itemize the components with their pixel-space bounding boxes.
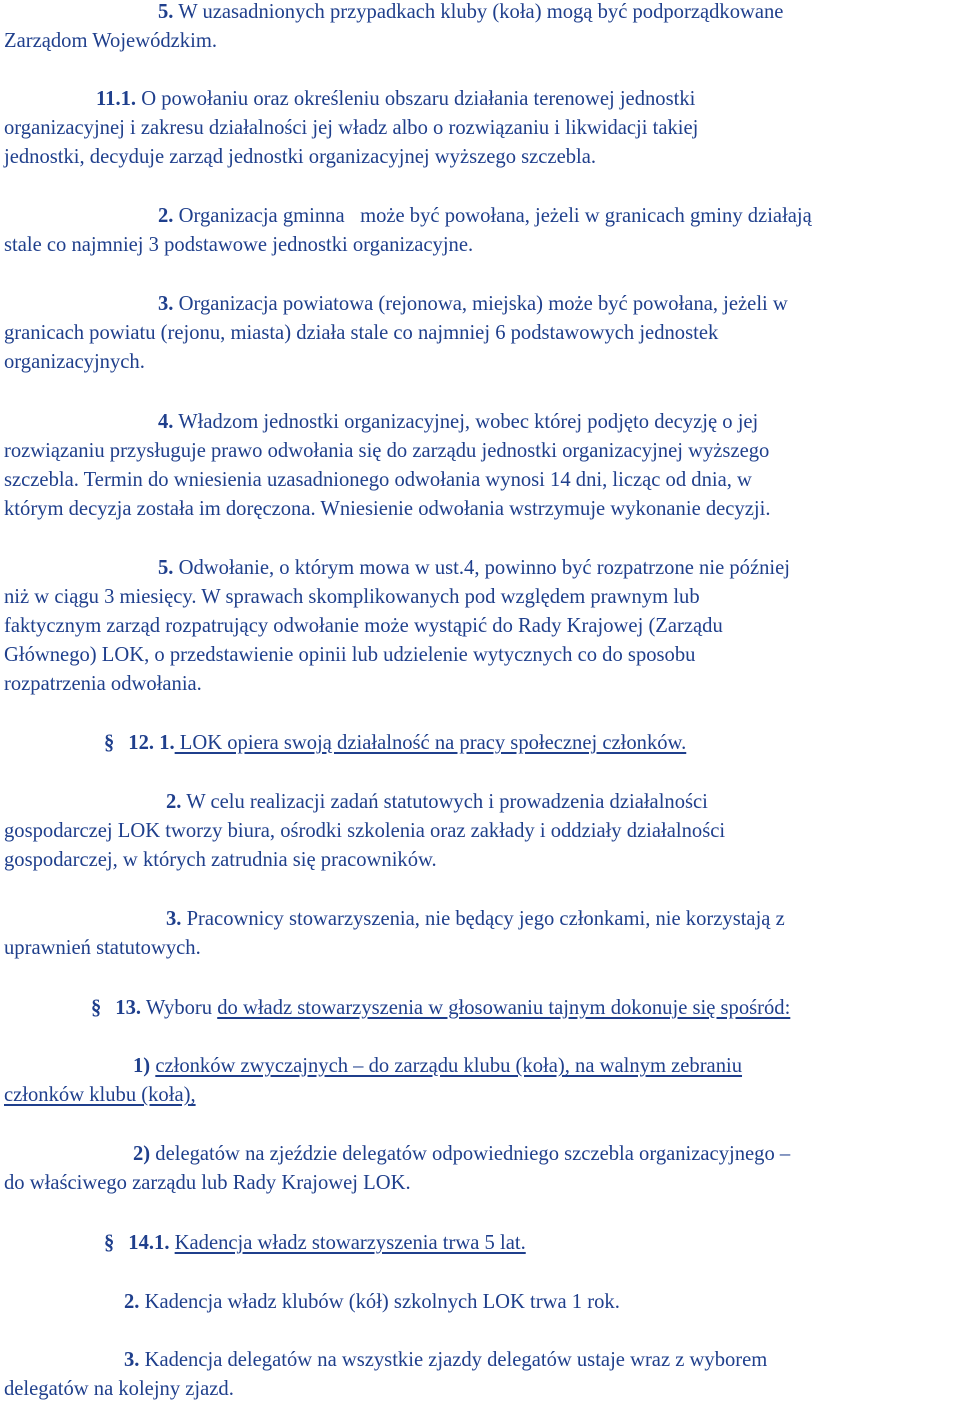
section-11-4-line-2: rozwiązaniu przysługuje prawo odwołania się do zarządu jednostki organizacyjnej wyższego [4, 440, 770, 462]
section-13-line-1: § 13. Wyboru do władz stowarzyszenia w głosowaniu tajnym dokonuje się spośród: [91, 997, 791, 1019]
section-number: 13. [115, 997, 142, 1019]
section-11-5-line-3: faktycznym zarząd rozpatrujący odwołanie może wystąpić do Rady Krajowej (Zarządu [4, 615, 723, 637]
section-13-1-line-2: członków klubu (koła), [4, 1084, 196, 1106]
section-13-1-line-1: 1) członków zwyczajnych – do zarządu klubu (koła), na walnym zebraniu [133, 1055, 743, 1077]
paragraph-number: 2. [158, 205, 174, 227]
section-mark: § [104, 732, 115, 754]
section-11-4-line-4: którym decyzja została im doręczona. Wniesienie odwołania wstrzymuje wykonanie decyzji. [4, 498, 771, 520]
section-11-2-line-1: 2. Organizacja gminna może być powołana, jeżeli w granicach gminy działają [158, 205, 812, 227]
list-number: 2) [133, 1143, 151, 1165]
section-14-line-1: § 14.1. Kadencja władz stowarzyszenia trwa 5 lat. [104, 1232, 526, 1254]
paragraph-number: 2. [124, 1291, 140, 1313]
section-11-5-line-4: Głównego) LOK, o przedstawienie opinii lub udzielenie wytycznych co do sposobu [4, 644, 696, 666]
section-mark: § [91, 997, 102, 1019]
paragraph-number: 5. [158, 1, 174, 23]
paragraph-number: 3. [166, 908, 182, 930]
section-11-4-line-1: 4. Władzom jednostki organizacyjnej, wobec której podjęto decyzję o jej [158, 411, 759, 433]
paragraph-number: 4. [158, 411, 174, 433]
section-12-line-1: § 12. 1. LOK opiera swoją działalność na pracy społecznej członków. [104, 732, 687, 754]
section-14-3-line-2: delegatów na kolejny zjazd. [4, 1378, 234, 1400]
section-11-3-line-1: 3. Organizacja powiatowa (rejonowa, miejska) może być powołana, jeżeli w [158, 293, 788, 315]
section-number: 11.1. [96, 88, 137, 110]
paragraph-number: 3. [158, 293, 174, 315]
section-11-line-3: jednostki, decyduje zarząd jednostki organizacyjnej wyższego szczebla. [4, 146, 597, 168]
section-11-line-1: 11.1. O powołaniu oraz określeniu obszaru działania terenowej jednostki [96, 88, 696, 110]
section-14-2-line-1: 2. Kadencja władz klubów (kół) szkolnych LOK trwa 1 rok. [124, 1291, 620, 1313]
section-11-5-line-2: niż w ciągu 3 miesięcy. W sprawach skomplikowanych pod względem prawnym lub [4, 586, 700, 608]
list-number: 1) [133, 1055, 151, 1077]
section-13-2-line-2: do właściwego zarządu lub Rady Krajowej LOK. [4, 1172, 411, 1194]
section-11-5-line-1: 5. Odwołanie, o którym mowa w ust.4, powinno być rozpatrzone nie później [158, 557, 790, 579]
paragraph-number: 5. [158, 557, 174, 579]
paragraph-number: 2. [166, 791, 182, 813]
section-number: 12. 1. [128, 732, 175, 754]
section-13-2-line-1: 2) delegatów na zjeździe delegatów odpowiedniego szczebla organizacyjnego – [133, 1143, 791, 1165]
section-14-3-line-1: 3. Kadencja delegatów na wszystkie zjazdy delegatów ustaje wraz z wyborem [124, 1349, 768, 1371]
paragraph-number: 3. [124, 1349, 140, 1371]
paragraph-5-line-1: 5. W uzasadnionych przypadkach kluby (koła) mogą być podporządkowane [158, 1, 784, 23]
section-12-2-line-1: 2. W celu realizacji zadań statutowych i prowadzenia działalności [166, 791, 708, 813]
section-11-3-line-2: granicach powiatu (rejonu, miasta) działa stale co najmniej 6 podstawowych jednostek [4, 322, 719, 344]
section-11-line-2: organizacyjnej i zakresu działalności jej władz albo o rozwiązaniu i likwidacji takiej [4, 117, 699, 139]
section-12-3-line-2: uprawnień statutowych. [4, 937, 201, 959]
section-11-4-line-3: szczebla. Termin do wniesienia uzasadnionego odwołania wynosi 14 dni, licząc od dnia, w [4, 469, 752, 491]
section-11-2-line-2: stale co najmniej 3 podstawowe jednostki organizacyjne. [4, 234, 474, 256]
section-12-2-line-3: gospodarczej, w których zatrudnia się pracowników. [4, 849, 437, 871]
section-11-5-line-5: rozpatrzenia odwołania. [4, 673, 202, 695]
section-number: 14.1. [128, 1232, 170, 1254]
paragraph-5-line-2: Zarządom Wojewódzkim. [4, 30, 217, 52]
section-12-3-line-1: 3. Pracownicy stowarzyszenia, nie będący jego członkami, nie korzystają z [166, 908, 785, 930]
section-11-3-line-3: organizacyjnych. [4, 351, 145, 373]
section-12-2-line-2: gospodarczej LOK tworzy biura, ośrodki szkolenia oraz zakłady i oddziały działalności [4, 820, 726, 842]
section-mark: § [104, 1232, 115, 1254]
